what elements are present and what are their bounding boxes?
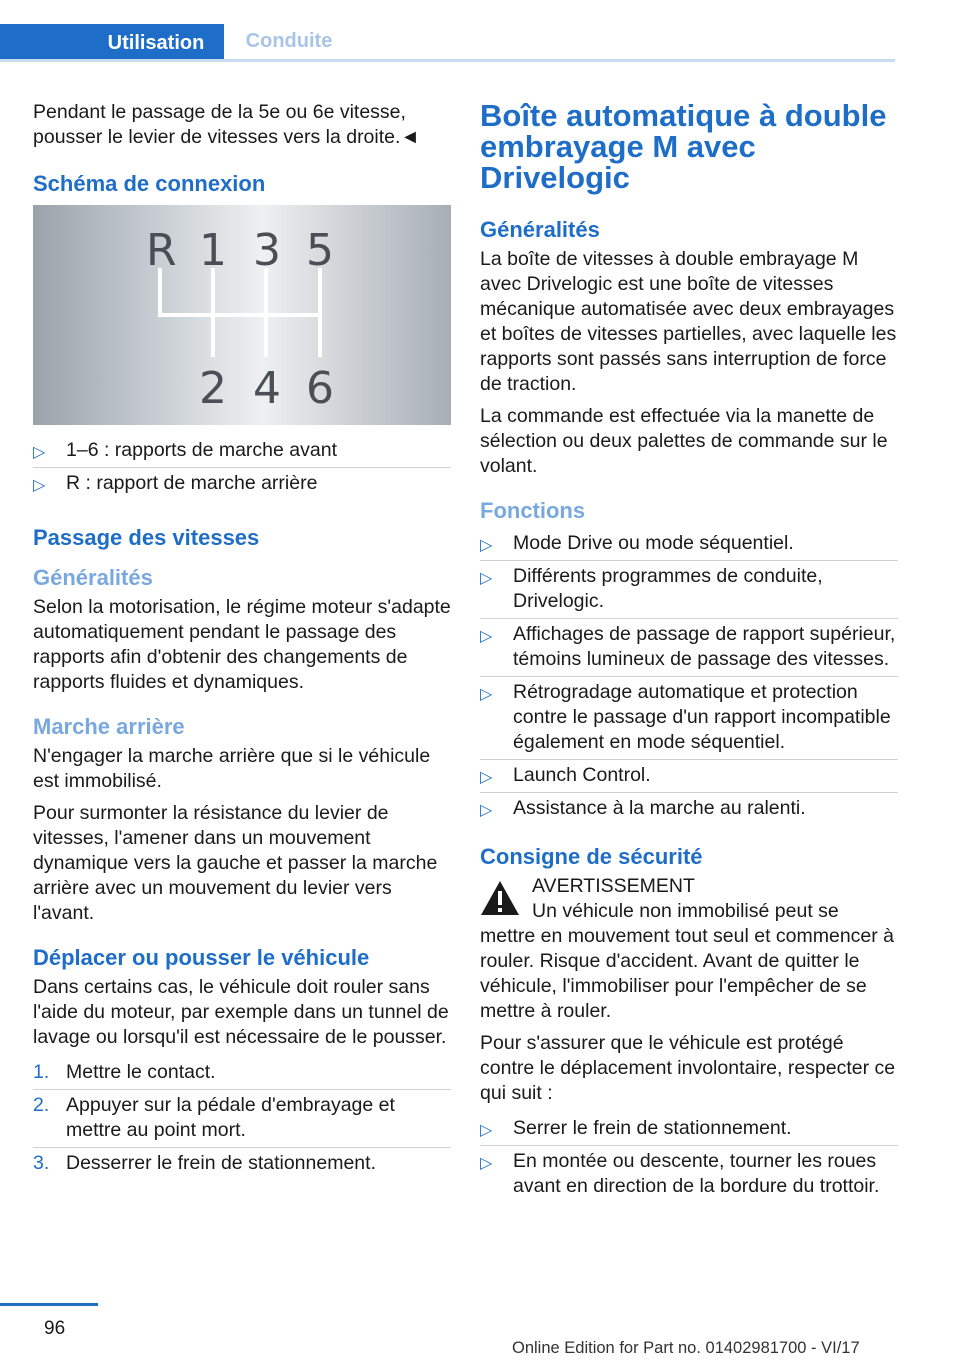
- page-number: 96: [44, 1318, 66, 1339]
- generalites-paragraph-2: La commande est effectuée via la manette de sélection ou deux palettes de commande sur le volant.: [480, 405, 888, 477]
- fonctions-list: [480, 528, 898, 825]
- intro-paragraph: Pendant le passage de la 5e ou 6e vitesse, pousser le levier de vitesses vers la droite.◄: [33, 101, 420, 148]
- triangle-bullet-icon: ▷: [480, 802, 493, 819]
- generalites-heading: Généralités: [33, 565, 153, 590]
- footer-rule: [0, 1303, 98, 1306]
- list-item: ▷ Différents programmes de conduite, Drivelogic.: [480, 561, 898, 619]
- list-item: ▷ Assistance à la marche au ralenti.: [480, 793, 898, 825]
- list-item: ▷ Affichages de passage de rapport supérieur, témoins lumineux de passage des vitesses.: [480, 619, 898, 677]
- list-item: ▷ Mode Drive ou mode séquentiel.: [480, 528, 898, 561]
- triangle-bullet-icon: ▷: [480, 537, 493, 554]
- section-title: Boîte automatique à double embrayage M avec Drivelogic: [480, 98, 887, 195]
- triangle-bullet-icon: ▷: [33, 444, 46, 461]
- generalites-paragraph-1: La boîte de vitesses à double embrayage M avec Drivelogic est une boîte de vitesses mécanique automatisée avec deux embrayages et boîtes de vitesses partielles, avec laquelle les rapports sont passés sans interruption de force de traction.: [480, 248, 897, 395]
- tab-utilisation[interactable]: Utilisation: [0, 24, 224, 62]
- assurer-list: [480, 1113, 898, 1203]
- deplacer-paragraph: Dans certains cas, le véhicule doit rouler sans l'aide du moteur, par exemple dans un tunnel de lavage ou lorsqu'il est nécessaire de le pousser.: [33, 976, 449, 1048]
- triangle-bullet-icon: ▷: [480, 628, 493, 645]
- list-item: ▷ 1–6 : rapports de marche avant: [33, 435, 451, 468]
- warning-text: Un véhicule non immobilisé peut se mettre en mouvement tout seul et commencer à rouler. Risque d'accident. Avant de quitter le véhicule, l'immobiliser pour l'empêcher de se mettre à rouler.: [480, 900, 895, 1022]
- list-item: ▷ R : rapport de marche arrière: [33, 468, 451, 500]
- chapter-tabs: [0, 24, 895, 62]
- marche-paragraph-2: Pour surmonter la résistance du levier de vitesses, l'amener dans un mouvement dynamique vers la gauche et passer la marche arrière avec un mouvement du levier vers l'avant.: [33, 802, 438, 924]
- schema-list: [33, 435, 451, 500]
- generalites-heading: Généralités: [480, 217, 600, 242]
- edition-footer: Online Edition for Part no. 01402981700 - VI/17: [512, 1339, 860, 1357]
- passage-heading: Passage des vitesses: [33, 525, 260, 550]
- left-column: [33, 100, 451, 1180]
- triangle-bullet-icon: ▷: [480, 686, 493, 703]
- shift-pattern-image: [33, 205, 451, 425]
- gear-3: 3: [253, 225, 281, 276]
- triangle-bullet-icon: ▷: [480, 769, 493, 786]
- warning-triangle-icon: [480, 880, 520, 916]
- header-rule: [0, 59, 895, 62]
- list-item: 3. Desserrer le frein de stationnement.: [33, 1152, 376, 1174]
- gear-4: 4: [253, 363, 281, 414]
- list-item: 1. Mettre le contact.: [33, 1057, 451, 1090]
- generalites-paragraph: Selon la motorisation, le régime moteur s'adapte automatiquement pendant le passage des rapports afin d'obtenir des changements de rapports fluides et dynamiques.: [33, 596, 451, 693]
- right-column: [480, 100, 898, 1210]
- warning-label: AVERTISSEMENT: [532, 875, 695, 897]
- deplacer-heading: Déplacer ou pousser le véhicule: [33, 945, 370, 970]
- list-item: ▷ Rétrogradage automatique et protection contre le passage d'un rapport incompatible également en mode séquentiel.: [480, 677, 898, 760]
- list-item: 2. Appuyer sur la pédale d'embrayage et mettre au point mort.: [33, 1090, 451, 1148]
- gear-6: 6: [306, 363, 334, 414]
- gear-2: 2: [199, 363, 227, 414]
- marche-paragraph-1: N'engager la marche arrière que si le véhicule est immobilisé.: [33, 745, 431, 792]
- list-item: ▷ Launch Control.: [480, 760, 898, 793]
- gear-r: R: [146, 225, 177, 276]
- gear-1: 1: [199, 225, 227, 276]
- assurer-paragraph: Pour s'assurer que le véhicule est protégé contre le déplacement involontaire, respecter ce qui suit :: [480, 1032, 896, 1104]
- marche-arriere-heading: Marche arrière: [33, 714, 185, 739]
- steps-list: [33, 1057, 451, 1180]
- consigne-heading: Consigne de sécurité: [480, 844, 703, 869]
- tab-conduite[interactable]: Conduite: [245, 30, 333, 52]
- triangle-bullet-icon: ▷: [480, 570, 493, 587]
- list-item: ▷ Serrer le frein de stationnement.: [480, 1113, 898, 1146]
- list-item: ▷ En montée ou descente, tourner les roues avant en direction de la bordure du trottoir.: [480, 1150, 880, 1197]
- schema-heading: Schéma de connexion: [33, 171, 266, 196]
- triangle-bullet-icon: ▷: [33, 477, 46, 494]
- triangle-bullet-icon: ▷: [480, 1122, 493, 1139]
- warning-block: [480, 874, 898, 899]
- triangle-bullet-icon: ▷: [480, 1155, 493, 1172]
- gear-5: 5: [306, 225, 334, 276]
- fonctions-heading: Fonctions: [480, 498, 586, 523]
